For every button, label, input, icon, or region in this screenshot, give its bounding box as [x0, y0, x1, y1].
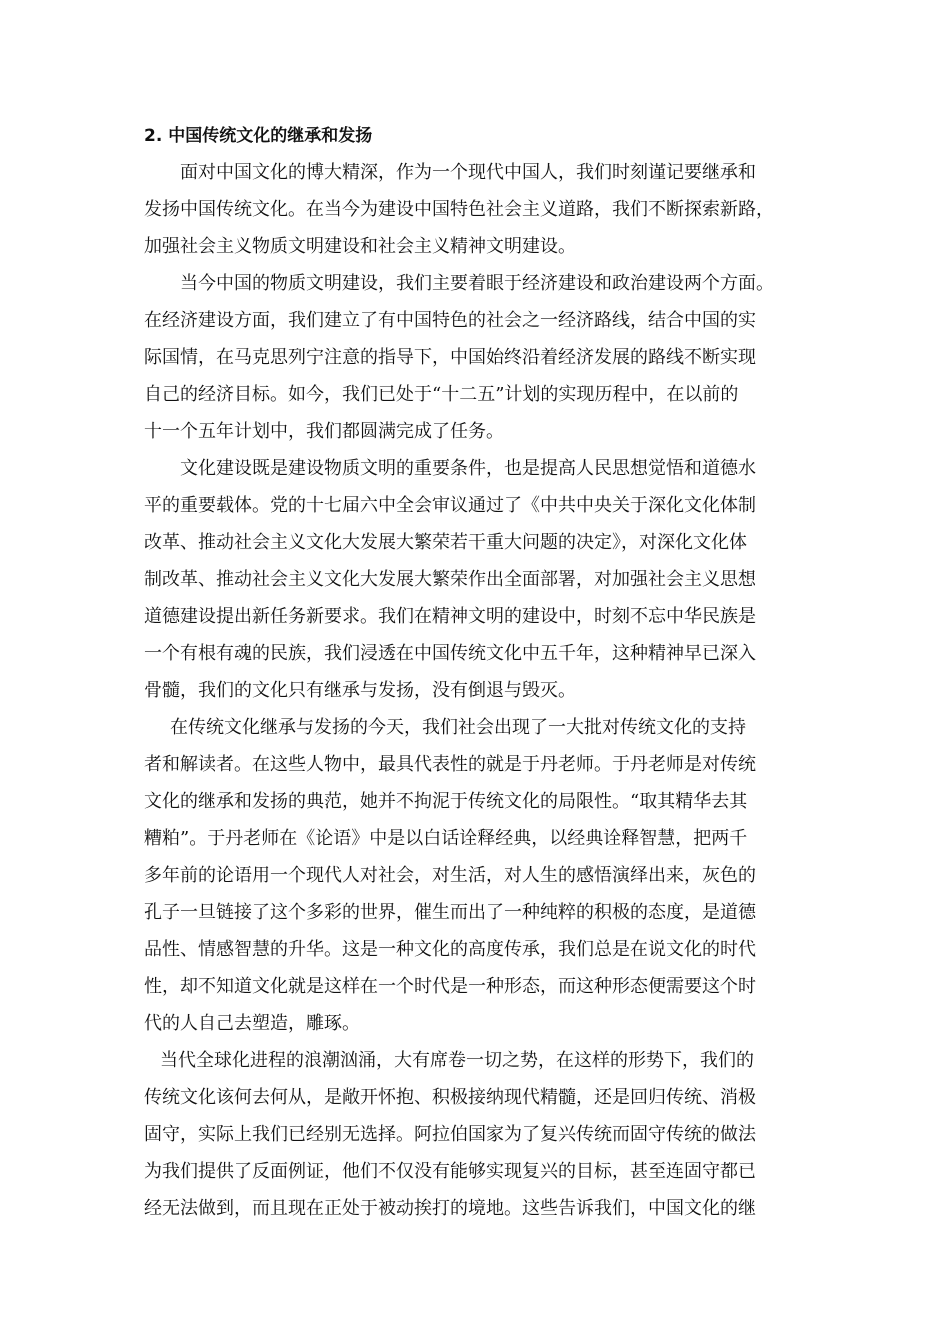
- paragraph-5: [144, 1042, 824, 1227]
- paragraph-line: 制改革、推动社会主义文化大发展大繁荣作出全面部署，对加强社会主义思想: [144, 569, 756, 590]
- paragraph-line: 为我们提供了反面例证，他们不仅没有能够实现复兴的目标，甚至连固守都已: [144, 1161, 756, 1182]
- paragraph-line: 多年前的论语用一个现代人对社会，对生活，对人生的感悟演绎出来，灰色的: [144, 865, 756, 886]
- paragraph-line: 文化的继承和发扬的典范，她并不拘泥于传统文化的局限性。“取其精华去其: [144, 791, 748, 812]
- paragraph-line: 自己的经济目标。如今，我们已处于“十二五”计划的实现历程中，在以前的: [144, 384, 739, 405]
- paragraph-line: 固守，实际上我们已经别无选择。阿拉伯国家为了复兴传统而固守传统的做法: [144, 1124, 756, 1145]
- paragraph-line: 改革、推动社会主义文化大发展大繁荣若干重大问题的决定》，对深化文化体: [144, 532, 747, 553]
- paragraph-line: 加强社会主义物质文明建设和社会主义精神文明建设。: [144, 236, 576, 257]
- paragraph-line: 骨髓，我们的文化只有继承与发扬，没有倒退与毁灭。: [144, 680, 576, 701]
- paragraph-4: [144, 709, 824, 1042]
- paragraph-line: 发扬中国传统文化。在当今为建设中国特色社会主义道路，我们不断探索新路，: [144, 199, 774, 220]
- paragraph-line: 面对中国文化的博大精深，作为一个现代中国人，我们时刻谨记要继承和: [180, 162, 756, 183]
- paragraph-line: 当代全球化进程的浪潮汹涌，大有席卷一切之势，在这样的形势下，我们的: [160, 1050, 754, 1071]
- document-body: [144, 118, 824, 1227]
- paragraph-line: 性，却不知道文化就是这样在一个时代是一种形态，而这种形态便需要这个时: [144, 976, 756, 997]
- paragraph-line: 当今中国的物质文明建设，我们主要着眼于经济建设和政治建设两个方面。: [180, 273, 774, 294]
- paragraph-line: 在经济建设方面，我们建立了有中国特色的社会之一经济路线，结合中国的实: [144, 310, 756, 331]
- paragraph-line: 者和解读者。在这些人物中，最具代表性的就是于丹老师。于丹老师是对传统: [144, 754, 756, 775]
- paragraph-line: 道德建设提出新任务新要求。我们在精神文明的建设中，时刻不忘中华民族是: [144, 606, 756, 627]
- paragraph-line: 代的人自己去塑造，雕琢。: [144, 1013, 360, 1034]
- paragraph-line: 孔子一旦链接了这个多彩的世界，催生而出了一种纯粹的积极的态度，是道德: [144, 902, 756, 923]
- paragraph-line: 经无法做到，而且现在正处于被动挨打的境地。这些告诉我们，中国文化的继: [144, 1198, 756, 1219]
- paragraph-line: 品性、情感智慧的升华。这是一种文化的高度传承，我们总是在说文化的时代: [144, 939, 756, 960]
- paragraph-2: [144, 265, 824, 450]
- paragraph-line: 平的重要载体。党的十七届六中全会审议通过了《中共中央关于深化文化体制: [144, 495, 756, 516]
- paragraph-line: 一个有根有魂的民族，我们浸透在中国传统文化中五千年，这种精神早已深入: [144, 643, 756, 664]
- paragraph-line: 十一个五年计划中，我们都圆满完成了任务。: [144, 421, 504, 442]
- paragraph-3: [144, 450, 824, 709]
- paragraph-line: 在传统文化继承与发扬的今天，我们社会出现了一大批对传统文化的支持: [170, 717, 746, 738]
- paragraph-line: 际国情，在马克思列宁注意的指导下，中国始终沿着经济发展的路线不断实现: [144, 347, 756, 368]
- paragraph-1: [144, 154, 824, 265]
- section-heading: 2. 中国传统文化的继承和发扬: [144, 126, 373, 146]
- paragraph-line: 传统文化该何去何从，是敞开怀抱、积极接纳现代精髓，还是回归传统、消极: [144, 1087, 756, 1108]
- paragraph-line: 糟粕”。于丹老师在《论语》中是以白话诠释经典，以经典诠释智慧，把两千: [144, 828, 748, 849]
- paragraph-line: 文化建设既是建设物质文明的重要条件，也是提高人民思想觉悟和道德水: [180, 458, 756, 479]
